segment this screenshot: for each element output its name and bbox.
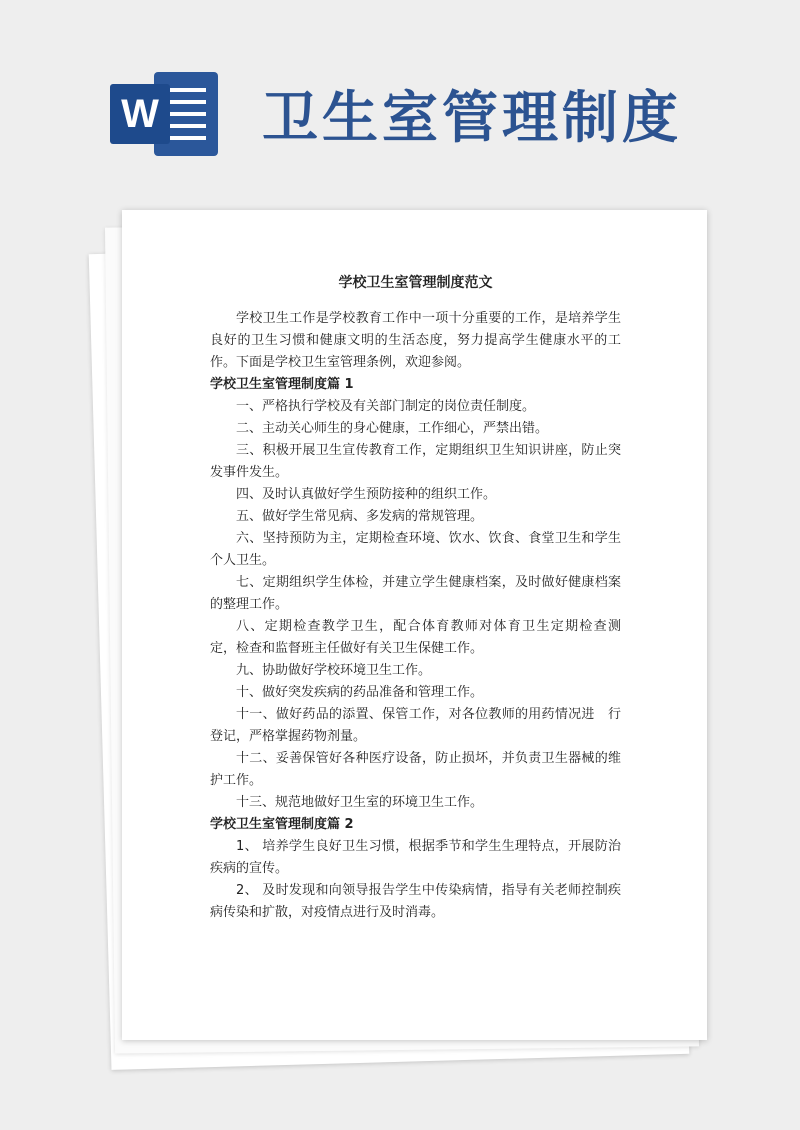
list-item: 六、坚持预防为主，定期检查环境、饮水、饮食、食堂卫生和学生个人卫生。 <box>210 531 621 568</box>
list-item: 四、及时认真做好学生预防接种的组织工作。 <box>236 487 497 502</box>
section-heading-2: 学校卫生室管理制度篇 2 <box>210 817 354 832</box>
list-item: 十二、妥善保管好各种医疗设备，防止损坏，并负责卫生器械的维护工作。 <box>210 751 621 788</box>
list-item: 七、定期组织学生体检，并建立学生健康档案，及时做好健康档案的整理工作。 <box>210 575 621 612</box>
word-icon-badge: W <box>110 84 170 144</box>
list-item: 十、做好突发疾病的药品准备和管理工作。 <box>236 685 484 700</box>
document-page <box>122 210 707 1040</box>
header <box>0 0 800 200</box>
document-title: 学校卫生室管理制度范文 <box>338 275 493 291</box>
list-item: 1、 培养学生良好卫生习惯，根据季节和学生生理特点，开展防治疾病的宣传。 <box>210 839 621 876</box>
section-2-items <box>210 836 621 924</box>
list-item: 十三、规范地做好卫生室的环境卫生工作。 <box>236 795 484 810</box>
section-1-items <box>210 396 635 814</box>
page-title: 卫生室管理制度 <box>262 85 682 151</box>
intro-paragraph: 学校卫生工作是学校教育工作中一项十分重要的工作，是培养学生良好的卫生习惯和健康文明的生活态度，努力提高学生健康水平的工作。下面是学校卫生室管理条例，欢迎参阅。 <box>210 311 621 370</box>
list-item: 十一、做好药品的添置、保管工作，对各位教师的用药情况进 行登记，严格掌握药物剂量。 <box>210 707 621 744</box>
list-item: 一、严格执行学校及有关部门制定的岗位责任制度。 <box>236 399 536 414</box>
section-heading-1: 学校卫生室管理制度篇 1 <box>210 377 354 392</box>
list-item: 三、积极开展卫生宣传教育工作，定期组织卫生知识讲座，防止突发事件发生。 <box>210 443 621 480</box>
word-document-icon <box>110 72 218 156</box>
list-item: 九、协助做好学校环境卫生工作。 <box>236 663 432 678</box>
list-item: 八、定期检查教学卫生，配合体育教师对体育卫生定期检查测 定，检查和监督班主任做好有关卫生保健工作。 <box>210 619 635 656</box>
list-item: 2、 及时发现和向领导报告学生中传染病情，指导有关老师控制疾病传染和扩散，对疫情点进行及时消毒。 <box>210 883 621 920</box>
list-item: 五、做好学生常见病、多发病的常规管理。 <box>236 509 484 524</box>
list-item: 二、主动关心师生的身心健康，工作细心，严禁出错。 <box>236 421 549 436</box>
